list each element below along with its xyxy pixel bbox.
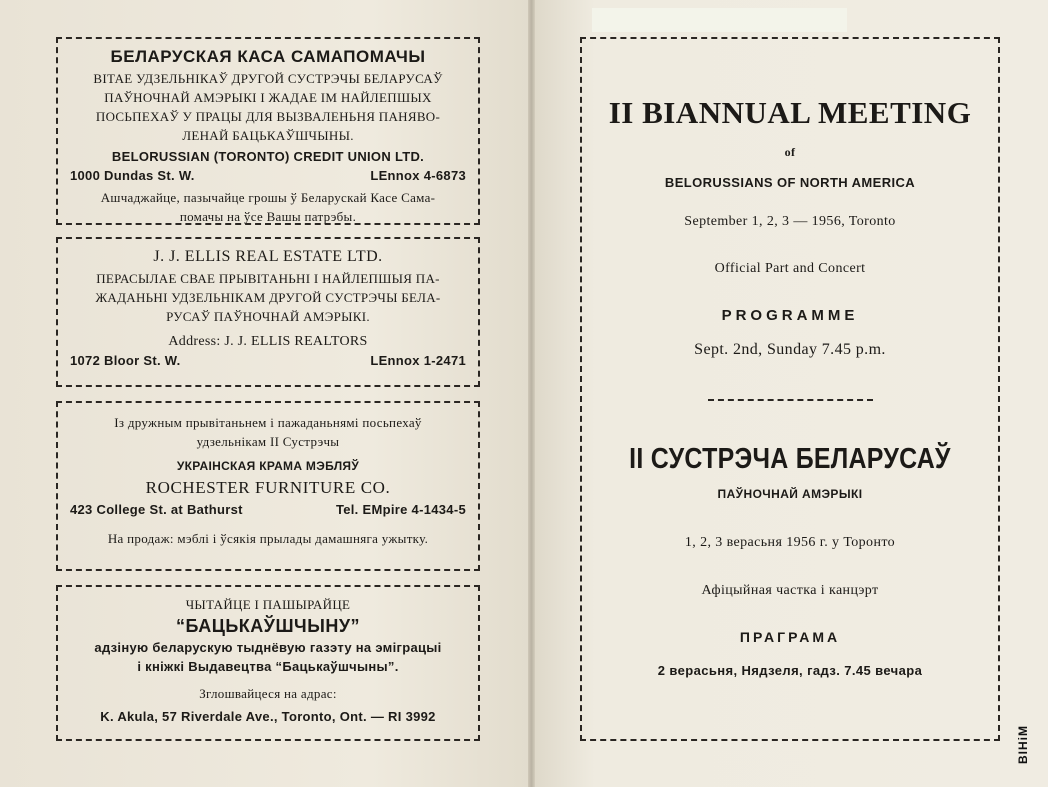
ad-furniture <box>56 401 480 571</box>
cover-programme: PROGRAMME <box>721 307 859 324</box>
cover-when-cyr: 2 верасьня, Нядзеля, гадз. 7.45 вечара <box>657 663 923 678</box>
ad-address-label: Address: J. J. ELLIS REALTORS <box>168 334 368 349</box>
cover-of: of <box>784 145 796 159</box>
ad-address: 423 College St. at Bathurst <box>70 502 243 517</box>
cover-part-cyr: Афіцыйная частка і канцэрт <box>701 583 879 598</box>
cover-part: Official Part and Concert <box>714 261 866 276</box>
archive-stamp: BIHiM <box>1016 725 1030 764</box>
ad-line: ПОСЬПЕХАЎ У ПРАЦЫ ДЛЯ ВЫЗВАЛЕНЬНЯ ПАНЯВО- <box>95 109 441 124</box>
faded-strip <box>592 8 847 32</box>
cover-title-cyr: II СУСТРЭЧА БЕЛАРУСАЎ <box>629 443 951 475</box>
ad-contact-row <box>70 166 466 185</box>
ad-contact-row <box>70 500 466 519</box>
ad-line: ЖАДАНЬНІ УДЗЕЛЬНІКАМ ДРУГОЙ СУСТРЭЧЫ БЕЛА- <box>95 290 441 305</box>
cover-subtitle-cyr: ПАЎНОЧНАЙ АМЭРЫКІ <box>717 487 863 501</box>
ad-line: ВІТАЕ УДЗЕЛЬНІКАЎ ДРУГОЙ СУСТРЭЧЫ БЕЛАРУСАЎ <box>93 71 443 86</box>
ad-credit-union <box>56 37 480 225</box>
ad-store-cyr: УКРАІНСКАЯ КРАМА МЭБЛЯЎ <box>176 459 360 473</box>
ad-line: адзіную беларускую тыднёвую газэту на эміграцыі <box>94 640 442 655</box>
cover-when: Sept. 2nd, Sunday 7.45 p.m. <box>694 341 886 358</box>
ad-line: ПАЎНОЧНАЙ АМЭРЫКІ І ЖАДАЕ ІМ НАЙЛЕПШЫХ <box>104 90 432 105</box>
ad-contact-row <box>70 351 466 370</box>
cover-programme-cyr: ПРАГРАМА <box>739 629 841 645</box>
cover-subtitle: BELORUSSIANS OF NORTH AMERICA <box>664 175 916 190</box>
ad-newspaper <box>56 585 480 741</box>
ad-heading: БЕЛАРУСКАЯ КАСА САМАПОМАЧЫ <box>110 47 426 66</box>
cover-dates-cyr: 1, 2, 3 верасьня 1956 г. у Торонто <box>684 535 896 550</box>
cover-title: II BIANNUAL MEETING <box>608 95 972 130</box>
ad-line: удзельнікам II Сустрэчы <box>196 434 340 449</box>
ad-org: BELORUSSIAN (TORONTO) CREDIT UNION LTD. <box>111 149 425 164</box>
ad-address: K. Akula, 57 Riverdale Ave., Toronto, Ont. — RI 3992 <box>100 709 436 724</box>
ad-real-estate <box>56 237 480 387</box>
ad-line: ЛЕНАЙ БАЦЬКАЎШЧЫНЫ. <box>182 128 354 143</box>
ad-heading: J. J. ELLIS REAL ESTATE LTD. <box>153 248 383 265</box>
ad-contact-label: Зглошвайцеся на адрас: <box>199 686 337 701</box>
ad-phone: LEnnox 1-2471 <box>370 353 466 368</box>
ad-footer: На продаж: мэблі і ўсякія прылады дамашняга ужытку. <box>107 531 429 546</box>
ad-line: і кніжкі Выдавецтва “Бацькаўшчыны”. <box>137 659 399 674</box>
ad-paper-name: “БАЦЬКАЎШЧЫНУ” <box>175 616 361 636</box>
ad-store-name: ROCHESTER FURNITURE CO. <box>145 478 391 497</box>
spine <box>528 0 535 787</box>
ad-footer: помачы на ўсе Вашы патрэбы. <box>179 209 357 224</box>
ad-line: РУСАЎ ПАЎНОЧНАЙ АМЭРЫКІ. <box>166 309 370 324</box>
ad-line: ПЕРАСЫЛАЕ СВАЕ ПРЫВІТАНЬНІ І НАЙЛЕПШЫЯ ПА- <box>96 271 440 286</box>
ad-footer: Ашчаджайце, пазычайце грошы ў Беларускай Касе Сама- <box>100 190 436 205</box>
ad-phone: LEnnox 4-6873 <box>370 168 466 183</box>
divider <box>708 399 873 401</box>
cover-dates: September 1, 2, 3 — 1956, Toronto <box>684 214 896 229</box>
ad-address: 1072 Bloor St. W. <box>70 353 181 368</box>
ad-line: ЧЫТАЙЦЕ І ПАШЫРАЙЦЕ <box>185 597 351 612</box>
ad-line: Із дружным прывітаньнем і пажаданьнямі посьпехаў <box>114 415 422 430</box>
ad-phone: Tel. EMpire 4-1434-5 <box>335 502 466 517</box>
ad-address: 1000 Dundas St. W. <box>70 168 195 183</box>
programme-cover <box>580 37 1000 741</box>
